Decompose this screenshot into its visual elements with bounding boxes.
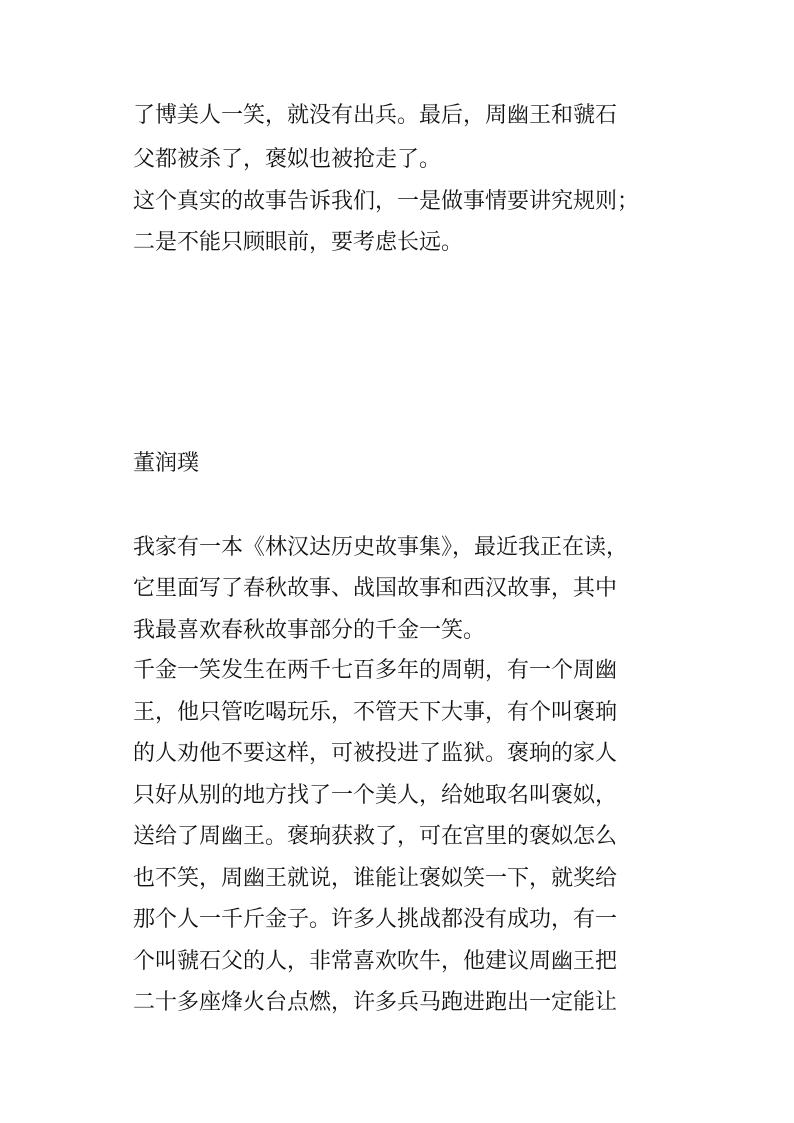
paragraph-line: 也不笑，周幽王就说，谁能让褒姒笑一下，就奖给 [133,866,618,891]
author-name: 董润璞 [133,451,200,476]
paragraph-line: 二是不能只顾眼前，要考虑长远。 [133,230,464,255]
paragraph-line: 个叫虢石父的人，非常喜欢吹牛，他建议周幽王把 [133,949,618,974]
paragraph-line: 我最喜欢春秋故事部分的千金一笑。 [133,618,486,643]
paragraph-line: 那个人一千斤金子。许多人挑战都没有成功，有一 [133,907,618,932]
paragraph-line: 王，他只管吃喝玩乐，不管天下大事，有个叫褒珦 [133,700,618,725]
paragraph-line: 它里面写了春秋故事、战国故事和西汉故事，其中 [133,576,618,601]
paragraph-line: 了博美人一笑，就没有出兵。最后，周幽王和虢石 [133,103,618,128]
paragraph-line: 父都被杀了，褒姒也被抢走了。 [133,147,442,172]
paragraph-line: 二十多座烽火台点燃，许多兵马跑进跑出一定能让 [133,990,618,1015]
paragraph-line: 送给了周幽王。褒珦获救了，可在宫里的褒姒怎么 [133,824,618,849]
paragraph-line: 的人劝他不要这样，可被投进了监狱。褒珦的家人 [133,741,618,766]
paragraph-line: 千金一笑发生在两千七百多年的周朝，有一个周幽 [133,658,618,683]
paragraph-line: 只好从别的地方找了一个美人，给她取名叫褒姒， [133,783,618,808]
paragraph-line: 我家有一本《林汉达历史故事集》，最近我正在读， [133,535,629,560]
paragraph-line: 这个真实的故事告诉我们，一是做事情要讲究规则； [133,189,640,214]
